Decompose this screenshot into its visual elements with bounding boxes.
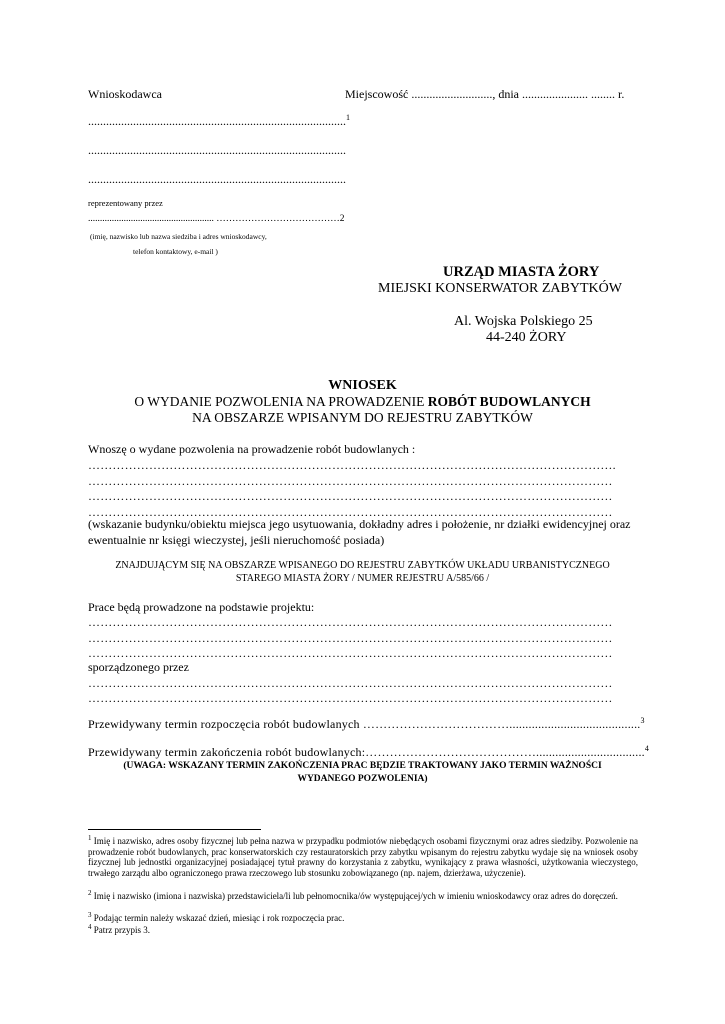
footnote-ref-4: 4 [644,744,650,753]
footnote-separator [88,829,261,830]
fill-line: …………………………………………………………………………………………………………………. [88,458,616,472]
register-info-1: ZNAJDUJĄCYM SIĘ NA OBSZARZE WPISANEGO DO REJESTRU ZABYTKÓW UKŁADU URBANISTYCZNEGO [115,560,610,571]
represented-line: ..................................................... …………………………………2 [88,214,345,224]
applicant-hint-2: telefon kontaktowy, e-mail ) [133,247,218,256]
recipient-office: URZĄD MIASTA ŻORY [443,264,600,280]
request-intro: Wnoszę o wydane pozwolenia na prowadzenie robót budowlanych : [88,442,416,456]
recipient-department: MIEJSKI KONSERWATOR ZABYTKÓW [378,281,622,296]
applicant-hint-1: (imię, nazwisko lub nazwa siedziba i adres wnioskodawcy, [90,232,267,241]
end-date-field: Przewidywany termin zakończenia robót budowlanych:……………………………………..................................$^4$ [88,744,650,759]
fill-line: ………………………………………………………………………………………………………………… [88,646,613,660]
footnote-4: $^4$ Patrz przypis 3. [88,923,150,935]
warning-note-1: (UWAGA: WSKAZANY TERMIN ZAKOŃCZENIA PRAC BĘDZIE TRAKTOWANY JAKO TERMIN WAŻNOŚCI [123,761,602,771]
start-date-field: Przewidywany termin rozpoczęcia robót budowlanych ……………………………….........................................$^3$ [88,716,645,731]
document-subtitle-1: O WYDANIE POZWOLENIA NA PROWADZENIE ROBÓT BUDOWLANYCH [134,394,591,409]
recipient-postcode-city: 44-240 ŻORY [486,330,567,345]
fill-line: ………………………………………………………………………………………………………………… [88,505,613,519]
applicant-line-3: ...................................................................................... [88,172,346,186]
fill-line: ………………………………………………………………………………………………………………… [88,691,613,705]
footnote-1: $^1$ Imię i nazwisko, adres osoby fizycznej lub pełna nazwa w przypadku podmiotów niebędących osobami fizycznymi oraz adres siedziby. Pozwolenie na prowadzenie robót budowlanych, prac konserwatorskich czy restauratorskich przy zabytku wpisanym do rejestru zabytku wydaje się na wniosek osoby fizycznej lub jednostki organizacyjnej posiadającej tytuł prawny do korzystania z zabytku, wynikający z prawa własności, użytkowania wieczystego, trwałego zarządu albo ograniczonego prawa rzeczowego lub stosunku zobowiązanego (np. najem, dzierżawa, użyczenie). [88,834,638,878]
applicant-line-2: ...................................................................................... [88,143,346,157]
fill-line: ………………………………………………………………………………………………………………… [88,474,613,488]
footnote-ref-1: 1 [346,113,350,122]
document-subtitle-2: NA OBSZARZE WPISANYM DO REJESTRU ZABYTKÓW [192,410,533,425]
footnote-ref-3: 3 [640,716,645,725]
register-info-2: STAREGO MIASTA ŻORY / NUMER REJESTRU A/585/66 / [235,573,490,584]
footnote-2: $^2$ Imię i nazwisko (imiona i nazwiska) przedstawiciela/li lub pełnomocnika/ów występującej/ych w imieniu wnioskodawcy oraz adres do doręczeń. [88,889,618,901]
fill-line: ………………………………………………………………………………………………………………… [88,489,613,503]
prepared-by-label: sporządzonego przez [88,660,189,674]
building-hint-1: (wskazanie budynku/obiektu miejsca jego usytuowania, dokładny adres i położenie, nr działki ewidencyjnej oraz [88,517,631,531]
building-hint-2: ewentualnie nr księgi wieczystej, jeśli nieruchomość posiada) [88,533,385,547]
warning-note-2: WYDANEGO POZWOLENIA) [297,774,428,784]
document-title: WNIOSEK [328,378,397,393]
project-intro: Prace będą prowadzone na podstawie projektu: [88,600,315,614]
place-date-field: Miejscowość ..........................., dnia ...................... ........ r. [345,87,625,101]
fill-line: ………………………………………………………………………………………………………………… [88,615,613,629]
applicant-label: Wnioskodawca [88,87,162,101]
applicant-line-1: ......................................................................................$^1$ [88,113,350,128]
fill-line: ………………………………………………………………………………………………………………… [88,631,613,645]
recipient-street: Al. Wojska Polskiego 25 [454,314,593,329]
fill-line: ………………………………………………………………………………………………………………… [88,676,613,690]
footnote-3: $^3$ Podając termin należy wskazać dzień, miesiąc i rok rozpoczęcia prac. [88,911,345,923]
represented-by-label: reprezentowany przez [88,198,163,208]
